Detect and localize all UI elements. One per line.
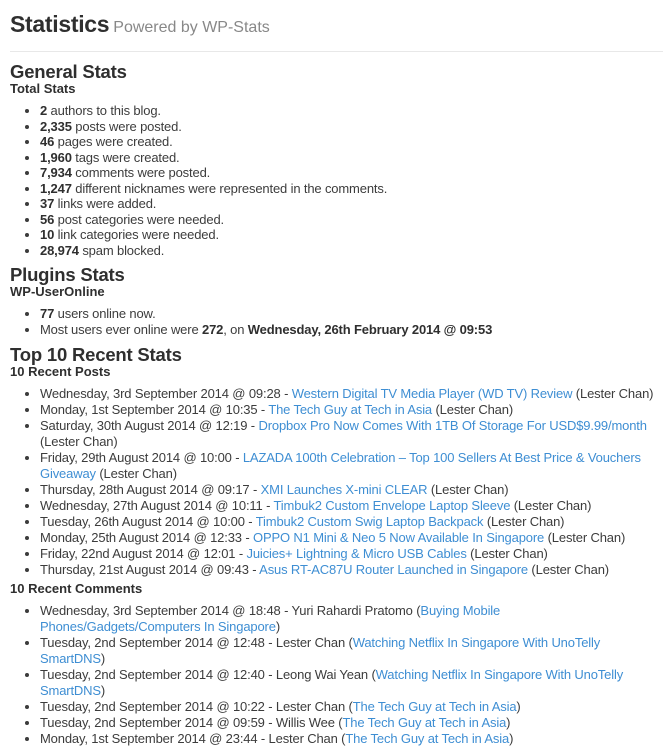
separator: - bbox=[280, 386, 292, 401]
post-author: (Lester Chan) bbox=[427, 482, 509, 497]
commenter-name: Willis Wee bbox=[275, 715, 335, 730]
post-link[interactable]: LAZADA 100th Celebration – Top 100 Sellers At Best Price & Vouchers Giveaway bbox=[40, 450, 641, 481]
separator: - bbox=[264, 667, 276, 682]
paren-open: ( bbox=[412, 603, 421, 618]
paren-close: ) bbox=[100, 651, 106, 666]
stat-value: 10 bbox=[40, 227, 55, 242]
paren-close: ) bbox=[100, 683, 106, 698]
post-author: (Lester Chan) bbox=[527, 562, 609, 577]
paren-close: ) bbox=[516, 699, 521, 714]
recent-post-item bbox=[40, 418, 663, 450]
stat-text: spam blocked. bbox=[78, 242, 165, 258]
post-link[interactable]: Juicies+ Lightning & Micro USB Cables bbox=[246, 546, 467, 561]
recent-post-item bbox=[40, 402, 663, 418]
post-date: Saturday, 30th August 2014 @ 12:19 bbox=[40, 418, 248, 433]
separator: - bbox=[248, 562, 260, 577]
separator: - bbox=[264, 715, 276, 730]
post-author: (Lester Chan) bbox=[95, 466, 177, 481]
separator: - bbox=[280, 603, 292, 618]
list-item bbox=[40, 181, 663, 197]
list-item bbox=[40, 134, 663, 150]
commenter-name: Lester Chan bbox=[268, 731, 338, 746]
recent-comment-item bbox=[40, 699, 663, 715]
stat-text: Most users ever online were bbox=[40, 322, 202, 337]
post-date: Monday, 25th August 2014 @ 12:33 bbox=[40, 530, 242, 545]
paren-open: ( bbox=[337, 731, 346, 746]
comment-post-link[interactable]: Buying Mobile Phones/Gadgets/Computers In Singapore bbox=[40, 603, 501, 634]
stat-value: 1,247 bbox=[40, 180, 72, 196]
stat-text: link categories were needed. bbox=[54, 227, 219, 242]
stat-text: , on bbox=[223, 322, 248, 337]
comment-post-link[interactable]: The Tech Guy at Tech in Asia bbox=[352, 699, 517, 714]
useronline-stats-list bbox=[10, 306, 663, 338]
paren-open: ( bbox=[345, 635, 353, 650]
stat-value: 272 bbox=[201, 322, 224, 337]
subsection-heading-10-recent-comments: 10 Recent Comments bbox=[10, 581, 143, 596]
post-date: Thursday, 21st August 2014 @ 09:43 bbox=[40, 562, 249, 577]
post-date: Wednesday, 27th August 2014 @ 10:11 bbox=[40, 498, 263, 513]
list-item bbox=[40, 119, 663, 135]
commenter-name: Lester Chan bbox=[275, 635, 346, 650]
post-date: Friday, 29th August 2014 @ 10:00 bbox=[40, 450, 232, 465]
comment-post-link[interactable]: Watching Netflix In Singapore With UnoTelly SmartDNS bbox=[40, 667, 624, 698]
post-date: Monday, 1st September 2014 @ 10:35 bbox=[40, 402, 258, 417]
separator: - bbox=[244, 514, 256, 529]
section-heading-top-10-recent-stats: Top 10 Recent Stats bbox=[10, 344, 182, 365]
separator: - bbox=[257, 402, 269, 417]
section-heading-plugins-stats: Plugins Stats bbox=[10, 264, 125, 285]
stat-text: tags were created. bbox=[71, 149, 180, 165]
commenter-name: Leong Wai Yean bbox=[275, 667, 368, 682]
post-link[interactable]: Timbuk2 Custom Swig Laptop Backpack bbox=[255, 514, 484, 529]
commenter-name: Lester Chan bbox=[275, 699, 346, 714]
stat-text: authors to this blog. bbox=[47, 103, 161, 118]
recent-post-item bbox=[40, 450, 663, 482]
stat-text: different nicknames were represented in the comments. bbox=[71, 180, 388, 196]
list-item bbox=[40, 227, 663, 243]
post-link[interactable]: The Tech Guy at Tech in Asia bbox=[268, 402, 433, 417]
subsection-heading-total-stats: Total Stats bbox=[10, 81, 76, 96]
recent-post-item bbox=[40, 386, 663, 402]
recent-comments-list bbox=[10, 603, 663, 747]
comment-post-link[interactable]: Watching Netflix In Singapore With UnoTelly SmartDNS bbox=[40, 635, 601, 666]
subsection-heading-10-recent-posts: 10 Recent Posts bbox=[10, 364, 111, 379]
paren-open: ( bbox=[345, 699, 353, 714]
list-item bbox=[40, 306, 663, 322]
comment-post-link[interactable]: The Tech Guy at Tech in Asia bbox=[345, 731, 510, 746]
recent-comment-item bbox=[40, 635, 663, 667]
stat-text: post categories were needed. bbox=[54, 211, 224, 227]
stat-value: 56 bbox=[40, 211, 55, 227]
recent-post-item bbox=[40, 530, 663, 546]
subsection-heading-wp-useronline: WP-UserOnline bbox=[10, 284, 105, 299]
stats-page bbox=[0, 11, 671, 747]
post-date: Wednesday, 3rd September 2014 @ 09:28 bbox=[40, 386, 281, 401]
stat-value: 28,974 bbox=[40, 242, 79, 258]
general-stats-list bbox=[10, 103, 663, 258]
section-heading-general-stats: General Stats bbox=[10, 61, 127, 82]
page-title bbox=[10, 11, 663, 41]
page-title-text: Statistics bbox=[10, 11, 110, 37]
post-author: (Lester Chan) bbox=[432, 402, 514, 417]
stat-value: 2 bbox=[40, 103, 48, 118]
separator: - bbox=[262, 498, 274, 513]
separator: - bbox=[231, 450, 243, 465]
stat-value: 7,934 bbox=[40, 165, 72, 180]
stat-text: posts were posted. bbox=[71, 118, 182, 134]
recent-posts-list bbox=[10, 386, 663, 578]
comment-post-link[interactable]: The Tech Guy at Tech in Asia bbox=[342, 715, 507, 730]
comment-date: Tuesday, 2nd September 2014 @ 12:40 bbox=[40, 667, 265, 682]
list-item bbox=[40, 212, 663, 228]
list-item bbox=[40, 243, 663, 259]
post-date: Thursday, 28th August 2014 @ 09:17 bbox=[40, 482, 250, 497]
comment-date: Tuesday, 2nd September 2014 @ 09:59 bbox=[40, 715, 265, 730]
paren-open: ( bbox=[334, 715, 343, 730]
stat-value: 46 bbox=[40, 134, 55, 149]
stat-text: comments were posted. bbox=[71, 165, 211, 180]
post-author: (Lester Chan) bbox=[544, 530, 626, 545]
recent-post-item bbox=[40, 482, 663, 498]
separator: - bbox=[241, 530, 253, 545]
list-item bbox=[40, 322, 663, 338]
paren-open: ( bbox=[368, 667, 376, 682]
header-divider bbox=[10, 51, 663, 52]
separator: - bbox=[247, 418, 259, 433]
post-link[interactable]: OPPO N1 Mini & Neo 5 Now Available In Singapore bbox=[252, 530, 545, 545]
stat-value: 77 bbox=[40, 306, 55, 321]
stat-value: 1,960 bbox=[40, 149, 72, 165]
list-item bbox=[40, 196, 663, 212]
post-link[interactable]: Timbuk2 Custom Envelope Laptop Sleeve bbox=[273, 498, 511, 513]
post-date: Friday, 22nd August 2014 @ 12:01 bbox=[40, 546, 236, 561]
separator: - bbox=[257, 731, 269, 746]
stat-text: links were added. bbox=[54, 196, 157, 211]
recent-post-item bbox=[40, 514, 663, 530]
paren-close: ) bbox=[275, 619, 281, 634]
commenter-name: Yuri Rahardi Pratomo bbox=[291, 603, 413, 618]
paren-close: ) bbox=[506, 715, 511, 730]
list-item bbox=[40, 165, 663, 181]
recent-comment-item bbox=[40, 731, 663, 747]
separator: - bbox=[264, 635, 276, 650]
post-author: (Lester Chan) bbox=[466, 546, 548, 561]
separator: - bbox=[235, 546, 247, 561]
stat-value: 37 bbox=[40, 196, 55, 211]
recent-comment-item bbox=[40, 715, 663, 731]
comment-date: Tuesday, 2nd September 2014 @ 10:22 bbox=[40, 699, 265, 714]
recent-post-item bbox=[40, 546, 663, 562]
post-author: (Lester Chan) bbox=[40, 434, 118, 449]
recent-comment-item bbox=[40, 603, 663, 635]
paren-close: ) bbox=[509, 731, 514, 746]
post-date: Tuesday, 26th August 2014 @ 10:00 bbox=[40, 514, 245, 529]
recent-post-item bbox=[40, 498, 663, 514]
post-author: (Lester Chan) bbox=[483, 514, 565, 529]
stat-text: users online now. bbox=[54, 306, 156, 321]
stat-value: Wednesday, 26th February 2014 @ 09:53 bbox=[247, 322, 493, 337]
separator: - bbox=[264, 699, 276, 714]
post-link[interactable]: Asus RT-AC87U Router Launched in Singapore bbox=[259, 562, 528, 577]
list-item bbox=[40, 150, 663, 166]
separator: - bbox=[249, 482, 261, 497]
stat-text: pages were created. bbox=[54, 134, 173, 149]
stat-value: 2,335 bbox=[40, 118, 72, 134]
post-author: (Lester Chan) bbox=[510, 498, 592, 513]
post-link[interactable]: XMI Launches X-mini CLEAR bbox=[260, 482, 428, 497]
recent-comment-item bbox=[40, 667, 663, 699]
post-author: (Lester Chan) bbox=[572, 386, 654, 401]
comment-date: Tuesday, 2nd September 2014 @ 12:48 bbox=[40, 635, 265, 650]
page-subtitle: Powered by WP-Stats bbox=[113, 19, 270, 36]
comment-date: Monday, 1st September 2014 @ 23:44 bbox=[40, 731, 258, 746]
post-link[interactable]: Western Digital TV Media Player (WD TV) Review bbox=[291, 386, 573, 401]
comment-date: Wednesday, 3rd September 2014 @ 18:48 bbox=[40, 603, 281, 618]
list-item bbox=[40, 103, 663, 119]
recent-post-item bbox=[40, 562, 663, 578]
post-link[interactable]: Dropbox Pro Now Comes With 1TB Of Storage For USD$9.99/month bbox=[258, 418, 647, 433]
